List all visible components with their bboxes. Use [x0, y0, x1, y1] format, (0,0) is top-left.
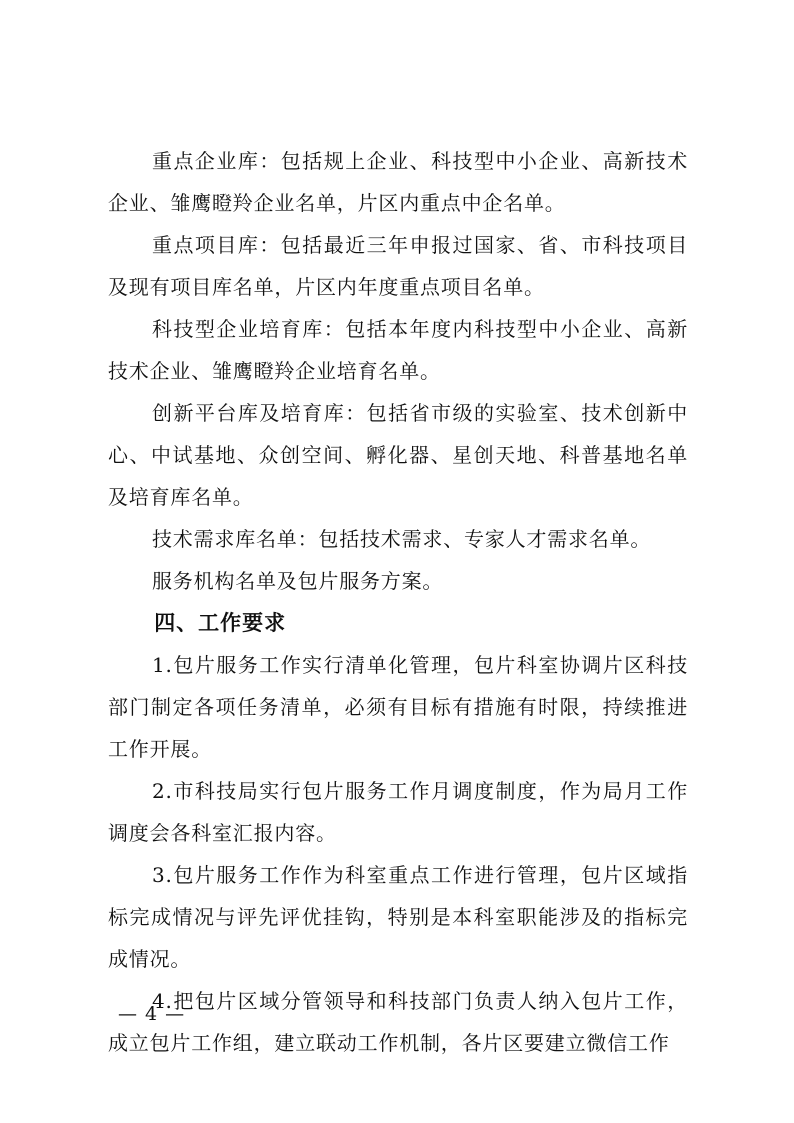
paragraph-innovation-platform-library: 创新平台库及培育库：包括省市级的实验室、技术创新中心、中试基地、众创空间、孵化器、星创天地、科普基地名单及培育库名单。 — [108, 401, 688, 509]
paragraph-tech-enterprise-cultivation-library: 科技型企业培育库：包括本年度内科技型中小企业、高新技术企业、雏鹰瞪羚企业培育名单。 — [108, 317, 688, 383]
requirement-item-2: 2.市科技局实行包片服务工作月调度制度，作为局月工作调度会各科室汇报内容。 — [108, 779, 688, 845]
requirement-item-4: 4.把包片区域分管领导和科技部门负责人纳入包片工作，成立包片工作组，建立联动工作机制，各片区要建立微信工作 — [108, 989, 688, 1055]
requirement-item-3: 3.包片服务工作作为科室重点工作进行管理，包片区域指标完成情况与评先评优挂钩，特别是本科室职能涉及的指标完成情况。 — [108, 863, 688, 971]
page-number: — 4 — — [118, 1003, 186, 1025]
document-body — [108, 140, 688, 1064]
paragraph-service-agency-list: 服务机构名单及包片服务方案。 — [152, 569, 444, 593]
section-heading-work-requirements: 四、工作要求 — [154, 611, 287, 635]
paragraph-key-project-library: 重点项目库：包括最近三年申报过国家、省、市科技项目及现有项目库名单，片区内年度重点项目名单。 — [108, 233, 688, 299]
requirement-item-1: 1.包片服务工作实行清单化管理，包片科室协调片区科技部门制定各项任务清单，必须有目标有措施有时限，持续推进工作开展。 — [108, 653, 688, 761]
paragraph-key-enterprise-library: 重点企业库：包括规上企业、科技型中小企业、高新技术企业、雏鹰瞪羚企业名单，片区内重点中企名单。 — [108, 149, 688, 215]
paragraph-tech-demand-library: 技术需求库名单：包括技术需求、专家人才需求名单。 — [152, 527, 652, 551]
